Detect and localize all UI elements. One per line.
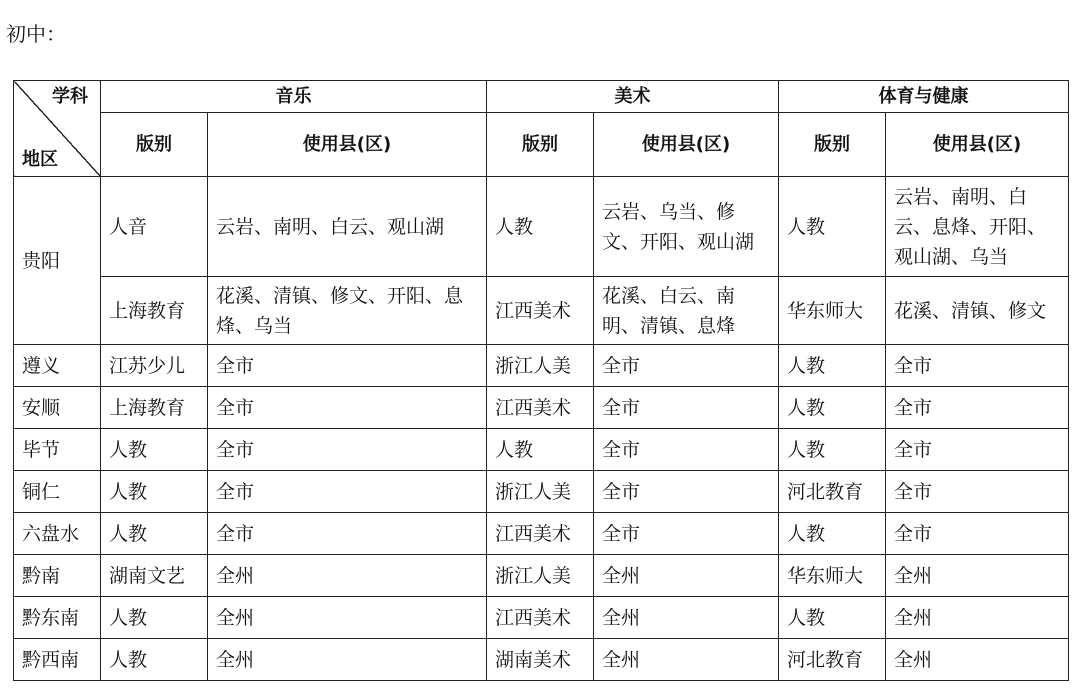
pe-county-cell: 全州: [886, 597, 1069, 639]
corner-subject-label: 学科: [52, 86, 88, 107]
pe-edition-cell: 河北教育: [779, 471, 886, 513]
pe-edition-cell: 华东师大: [779, 277, 886, 345]
column-header-edition: 版别: [101, 113, 208, 177]
subject-header-music: 音乐: [101, 81, 487, 113]
textbook-edition-table: [13, 80, 1069, 681]
region-cell: 遵义: [14, 345, 101, 387]
table-row: [14, 429, 1069, 471]
pe-county-cell: 云岩、南明、白云、息烽、开阳、观山湖、乌当: [886, 177, 1069, 277]
header-row-columns: [14, 113, 1069, 177]
pe-county-cell: 全市: [886, 471, 1069, 513]
music-edition-cell: 人教: [101, 513, 208, 555]
region-cell: 六盘水: [14, 513, 101, 555]
region-cell: 黔南: [14, 555, 101, 597]
corner-region-label: 地区: [22, 149, 58, 170]
art-edition-cell: 湖南美术: [487, 639, 594, 681]
music-edition-cell: 人教: [101, 597, 208, 639]
music-edition-cell: 人教: [101, 639, 208, 681]
pe-county-cell: 全市: [886, 387, 1069, 429]
pe-county-cell: 全市: [886, 513, 1069, 555]
music-county-cell: 全州: [208, 597, 487, 639]
subject-header-pe: 体育与健康: [779, 81, 1069, 113]
music-county-cell: 全州: [208, 639, 487, 681]
art-edition-cell: 浙江人美: [487, 345, 594, 387]
art-county-cell: 全州: [594, 555, 779, 597]
table-row: [14, 387, 1069, 429]
art-county-cell: 全州: [594, 639, 779, 681]
art-edition-cell: 人教: [487, 177, 594, 277]
music-county-cell: 全市: [208, 513, 487, 555]
pe-edition-cell: 人教: [779, 177, 886, 277]
art-county-cell: 全市: [594, 471, 779, 513]
table-row: [14, 597, 1069, 639]
art-county-cell: 全市: [594, 387, 779, 429]
music-county-cell: 全州: [208, 555, 487, 597]
art-edition-cell: 浙江人美: [487, 471, 594, 513]
column-header-county: 使用县(区): [208, 113, 487, 177]
pe-county-cell: 全市: [886, 345, 1069, 387]
music-county-cell: 全市: [208, 471, 487, 513]
region-cell: 黔东南: [14, 597, 101, 639]
column-header-edition: 版别: [779, 113, 886, 177]
music-edition-cell: 人教: [101, 429, 208, 471]
pe-edition-cell: 华东师大: [779, 555, 886, 597]
pe-edition-cell: 河北教育: [779, 639, 886, 681]
subject-header-art: 美术: [487, 81, 779, 113]
column-header-county: 使用县(区): [594, 113, 779, 177]
art-county-cell: 云岩、乌当、修文、开阳、观山湖: [594, 177, 779, 277]
art-edition-cell: 江西美术: [487, 387, 594, 429]
music-county-cell: 花溪、清镇、修文、开阳、息烽、乌当: [208, 277, 487, 345]
region-cell: 安顺: [14, 387, 101, 429]
music-county-cell: 全市: [208, 387, 487, 429]
art-county-cell: 全市: [594, 345, 779, 387]
pe-county-cell: 全州: [886, 555, 1069, 597]
art-county-cell: 全市: [594, 513, 779, 555]
pe-county-cell: 花溪、清镇、修文: [886, 277, 1069, 345]
table-row: [14, 555, 1069, 597]
art-county-cell: 全市: [594, 429, 779, 471]
region-cell: 贵阳: [14, 177, 101, 345]
art-edition-cell: 人教: [487, 429, 594, 471]
table-row: [14, 513, 1069, 555]
music-edition-cell: 江苏少儿: [101, 345, 208, 387]
caption-junior-high: 初中：: [6, 22, 66, 46]
region-cell: 铜仁: [14, 471, 101, 513]
table-row-guiyang-1: [14, 177, 1069, 277]
table-row: [14, 471, 1069, 513]
column-header-county: 使用县(区): [886, 113, 1069, 177]
table-row: [14, 345, 1069, 387]
region-cell: 毕节: [14, 429, 101, 471]
pe-edition-cell: 人教: [779, 513, 886, 555]
music-county-cell: 全市: [208, 429, 487, 471]
music-edition-cell: 上海教育: [101, 277, 208, 345]
music-edition-cell: 人音: [101, 177, 208, 277]
art-edition-cell: 江西美术: [487, 513, 594, 555]
music-edition-cell: 人教: [101, 471, 208, 513]
pe-county-cell: 全市: [886, 429, 1069, 471]
column-header-edition: 版别: [487, 113, 594, 177]
pe-edition-cell: 人教: [779, 597, 886, 639]
region-cell: 黔西南: [14, 639, 101, 681]
art-edition-cell: 浙江人美: [487, 555, 594, 597]
art-edition-cell: 江西美术: [487, 597, 594, 639]
pe-edition-cell: 人教: [779, 345, 886, 387]
pe-county-cell: 全州: [886, 639, 1069, 681]
music-edition-cell: 上海教育: [101, 387, 208, 429]
music-edition-cell: 湖南文艺: [101, 555, 208, 597]
diagonal-corner-cell: [14, 81, 101, 177]
table-row: [14, 639, 1069, 681]
pe-edition-cell: 人教: [779, 387, 886, 429]
art-edition-cell: 江西美术: [487, 277, 594, 345]
table-row-guiyang-2: [14, 277, 1069, 345]
art-county-cell: 全州: [594, 597, 779, 639]
music-county-cell: 全市: [208, 345, 487, 387]
header-row-subjects: [14, 81, 1069, 113]
art-county-cell: 花溪、白云、南明、清镇、息烽: [594, 277, 779, 345]
pe-edition-cell: 人教: [779, 429, 886, 471]
music-county-cell: 云岩、南明、白云、观山湖: [208, 177, 487, 277]
